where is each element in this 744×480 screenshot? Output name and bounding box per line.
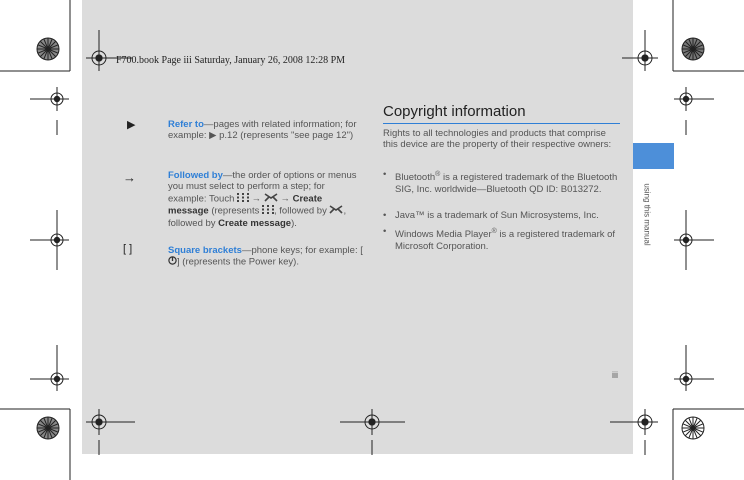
menu-grid-icon xyxy=(237,193,249,205)
messaging-icon xyxy=(329,205,343,217)
print-header: F700.book Page iii Saturday, January 26, 2008 12:28 PM xyxy=(116,55,346,66)
followed-by-keyword: Followed by xyxy=(168,170,223,181)
followed-by-text: Followed by—the order of options or menus you must select to perform a step; for example: Touch → → Create message (represents , followed by , followed by Create message). xyxy=(168,170,357,229)
section-tab-label: using this manual xyxy=(642,183,652,246)
menu-grid-icon xyxy=(262,205,274,217)
brackets-symbol: [ ] xyxy=(123,243,133,255)
title-rule xyxy=(383,123,620,124)
refer-to-keyword: Refer to xyxy=(168,119,204,130)
followed-by-symbol: → xyxy=(123,170,136,185)
square-brackets-text: Square brackets—phone keys; for example: [] (represents the Power key). xyxy=(168,245,363,269)
page-number: iii xyxy=(612,370,618,380)
section-title: Copyright information xyxy=(383,103,526,120)
square-brackets-keyword: Square brackets xyxy=(168,245,242,256)
power-key-icon xyxy=(168,256,177,268)
refer-to-text: Refer to—pages with related information; for example: ▶ p.12 (represents "see page 12") xyxy=(168,119,357,142)
copyright-intro: Rights to all technologies and products that comprise this device are the property of their respective owners: xyxy=(383,128,612,151)
messaging-icon xyxy=(264,193,278,205)
refer-to-symbol: ▶ xyxy=(127,119,136,131)
